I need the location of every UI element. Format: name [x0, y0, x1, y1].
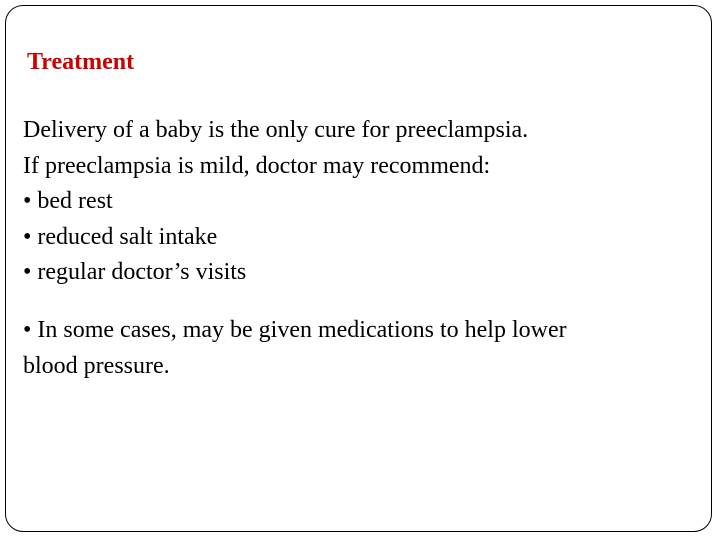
bullet-item: • regular doctor’s visits: [23, 259, 247, 285]
bullet-item: • bed rest: [23, 188, 113, 214]
content-block-main: [23, 113, 528, 291]
closing-line: • In some cases, may be given medications to help lower: [23, 317, 567, 343]
slide-title: Treatment: [27, 49, 135, 75]
bullet-item: • reduced salt intake: [23, 223, 218, 250]
intro-line: Delivery of a baby is the only cure for preeclampsia.: [23, 117, 529, 143]
closing-line: blood pressure.: [23, 352, 170, 379]
content-block-closing: [23, 313, 567, 384]
intro-line: If preeclampsia is mild, doctor may recommend:: [23, 152, 491, 179]
